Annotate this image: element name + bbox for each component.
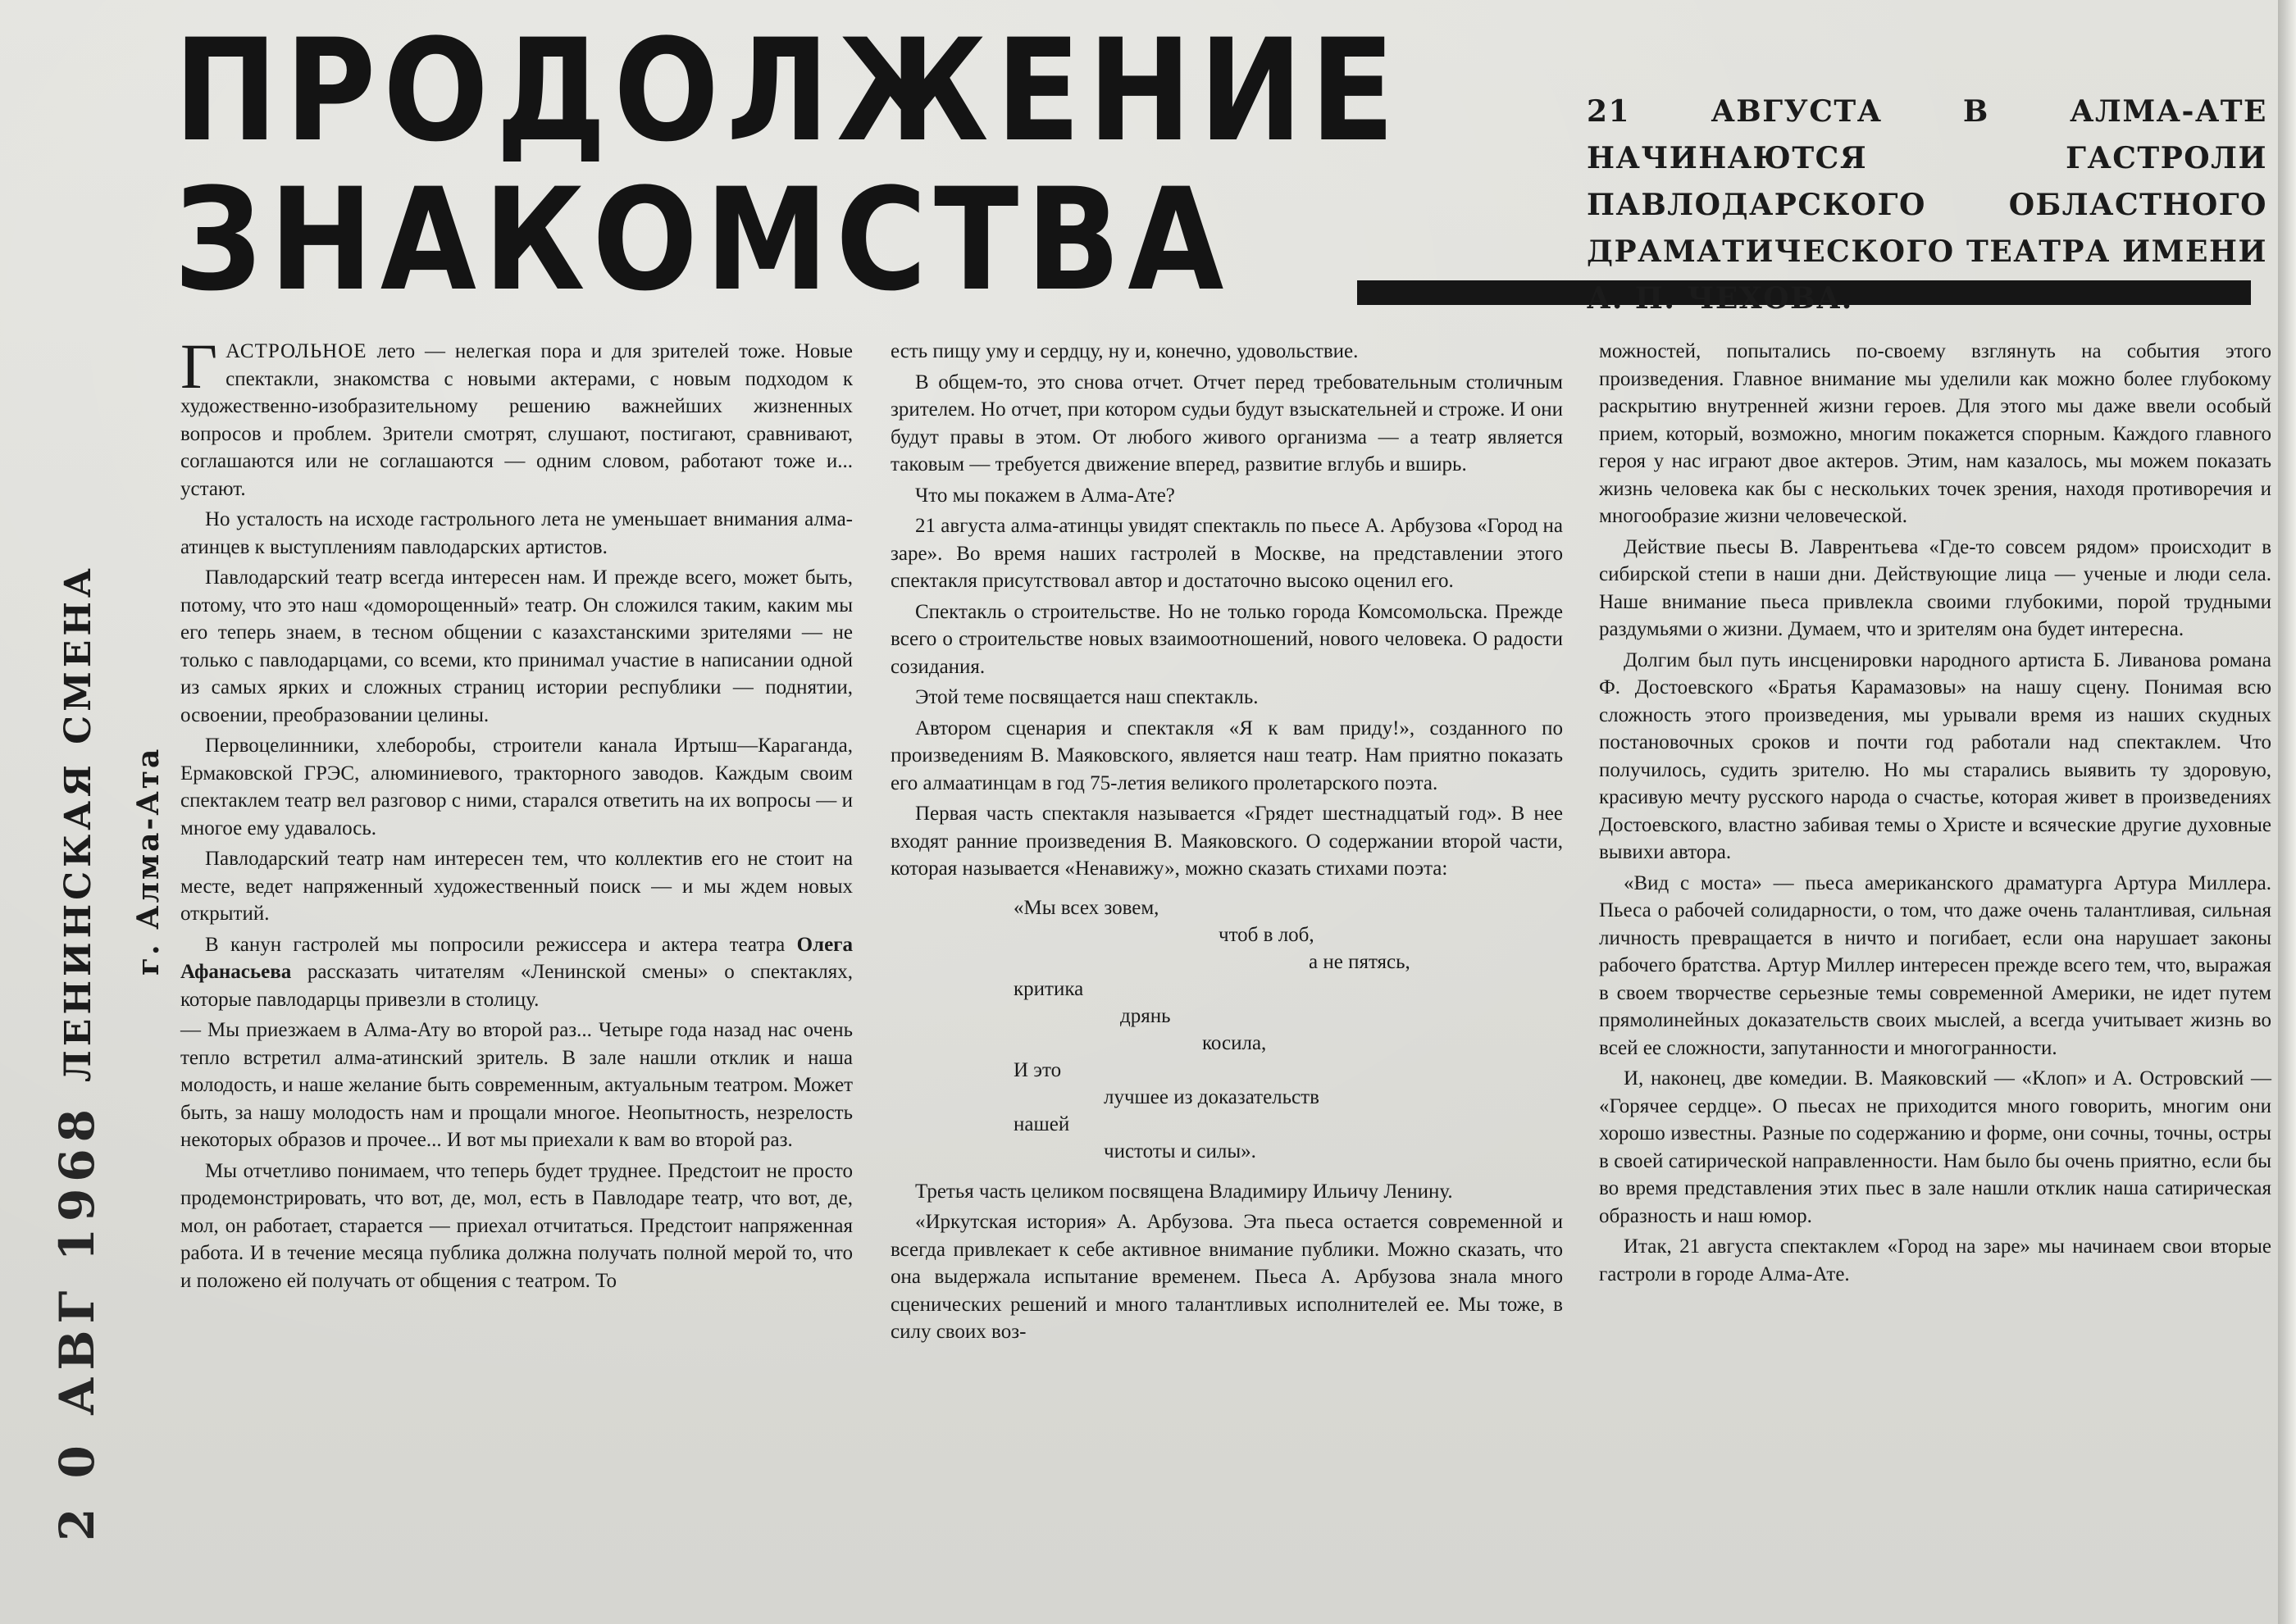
paragraph: Но усталость на исходе гастрольного лета не уменьшает внимания алма-атинцев к выступлениям павлодарских артистов. — [180, 508, 853, 558]
paragraph: Этой теме посвящается наш спектакль. — [915, 686, 1259, 708]
paragraph: Мы отчетливо понимаем, что теперь будет труднее. Предстоит не просто продемонстрировать, что вот, де, мол, есть в Павлодаре театр, что вот, де, мол, он работает, старается — приехал отчитаться. Предстоит напряженная работа. И в течение месяца публика должна получать полной мерой то, что и положено ей получать от общения с театром. То — [180, 1159, 853, 1292]
newspaper-city: г. Алма-Ата — [131, 746, 166, 976]
poem-line: лучшее из доказательств — [1104, 1085, 1319, 1108]
clipping-source-stamp — [33, 564, 166, 1566]
paragraph: Действие пьесы В. Лаврентьева «Где-то совсем рядом» происходит в сибирской степи в наши дни. Действующие лица — ученые и люди села. Наше внимание пьеса привлекла своими глубокими, порой трудными раздумьями о жизни. Думаем, что и зрителям она будет интересна. — [1599, 535, 2271, 640]
poem-line: И это — [1014, 1058, 1062, 1081]
poem-line: дрянь — [1120, 1004, 1171, 1027]
paragraph: Долгим был путь инсценировки народного артиста Б. Ливанова романа Ф. Достоевского «Братья Карамазовы» на нашу сцену. Понимая всю сложность этого произведения, мы урывали время из наших скудных постановочных сроков и почти год работали над спектаклем. Что получилось, судить зрителю. Но мы старались выявить ту здоровую, красивую мечту русского народа о счастье, которая живет в произведениях Достоевского, властно забивая темы о Христе и всяческие другие духовные вывихи автора. — [1599, 648, 2271, 863]
headline-line-1: ПРОДОЛЖЕНИЕ — [174, 8, 1402, 173]
poem-line: а не пятясь, — [1309, 950, 1410, 973]
newspaper-name: ЛЕНИНСКАЯ СМЕНА — [57, 564, 99, 1082]
paragraph: 21 августа алма-атинцы увидят спектакль по пьесе А. Арбузова «Город на заре». Во время наших гастролей в Москве, на представлении этого спектакля присутствовал автор и достаточно высоко оценил его. — [891, 515, 1563, 592]
paragraph: Третья часть целиком посвящена Владимиру Ильичу Ленину. — [915, 1180, 1453, 1203]
paragraph: Итак, 21 августа спектаклем «Город на заре» мы начинаем свои вторые гастроли в городе Алма-Ате. — [1599, 1235, 2271, 1285]
article-column-2 — [891, 338, 1563, 1349]
paragraph: Спектакль о строительстве. Но не только города Комсомольска. Прежде всего о строительстве новых взаимоотношений, нового человека. О радости созидания. — [891, 600, 1563, 678]
paper-edge — [2278, 0, 2296, 1624]
paragraph: «Вид с моста» — пьеса американского драматурга Артура Миллера. Пьеса о рабочей солидарности, о том, что даже очень талантливая, сильная личность превращается в ничто и погибает, если она нарушает законы рабочего братства. Артур Миллер интересен прежде всего тем, что, выражая в своем творчестве серьезные темы современной Америки, не идет путем прямолинейных доказательств своих мыслей, а всегда учитывает жизнь во всей ее сложности, запутанности и многогранности. — [1599, 871, 2271, 1059]
drop-cap: Г — [180, 330, 218, 402]
poem-line: косила, — [1202, 1031, 1267, 1054]
paragraph: — Мы приезжаем в Алма-Ату во второй раз... Четыре года назад нас очень тепло встретил алма-атинский зритель. В зале нашли отклик и наша молодость, и наше желание быть современным, актуальным театром. Может быть, за нашу молодость нам и прощали многое. Неопытность, незрелость некоторых образов и прочее... И вот мы приехали к вам во второй раз. — [180, 1019, 853, 1151]
poem-line: нашей — [1014, 1112, 1070, 1135]
paragraph: И, наконец, две комедии. В. Маяковский — «Клоп» и А. Островский — «Горячее сердце». О пьесах не приходится много говорить, многим они хорошо известны. Разные по содержанию и форме, они сочны, точны, остры в своей сатирической направленности. Нам было бы очень приятно, если бы во время представления этих пьес в зале нашли отклик наша сатирическая образность и наш юмор. — [1599, 1067, 2271, 1227]
article-column-1 — [180, 330, 854, 1298]
poem-line: чистоты и силы». — [1104, 1140, 1256, 1162]
lead-word: АСТРОЛЬНОЕ — [226, 340, 367, 362]
paragraph: Павлодарский театр всегда интересен нам. И прежде всего, может быть, потому, что это наш «доморощенный» театр. Он сложился таким, каким мы его теперь знаем, в тесном общении с казахстанскими зрителями — не только с павлодарцами, со всеми, кто принимал участие в написании одной из самых ярких и сложных страниц истории республики — поднятии, освоении, преобразовании целины. — [180, 566, 853, 726]
paragraph: Первоцелинники, хлеборобы, строители канала Иртыш—Караганда, Ермаковской ГРЭС, алюминиевого, тракторного заводов. Каждым своим спектаклем театр вел разговор с ними, старался ответить на их вопросы — и многое ему удавалось. — [180, 735, 853, 839]
headline — [174, 8, 1402, 322]
interviewee-name: Олега Афанасьева — [180, 933, 854, 983]
article-column-3 — [1599, 338, 2271, 1291]
paragraph-text: рассказать читателям «Ленинской смены» о спектаклях, которые павлодарцы привезли в столицу. — [180, 961, 853, 1011]
paragraph-text: лето — нелегкая пора и для зрителей тоже. Новые спектакли, знакомства с новыми актерами, с новым подходом к художественно-изобразительному решению важнейших жизненных вопросов и проблем. Зрители смотрят, слушают, постигают, сравнивают, соглашаются или не соглашаются — одним словом, работают тоже и... устают. — [180, 340, 854, 500]
paragraph: «Иркутская история» А. Арбузова. Эта пьеса остается современной и всегда привлекает к себе активное внимание публики. Можно сказать, что она выдержала испытание временем. Пьеса А. Арбузова знала много сценических решений и много талантливых исполнителей ее. Мы тоже, в силу своих воз- — [891, 1211, 1563, 1343]
poem-quote — [891, 894, 1563, 1165]
subheadline: 21 АВГУСТА В АЛМА-АТЕ НАЧИНАЮТСЯ ГАСТРОЛИ ПАВЛОДАРСКОГО ОБЛАСТНОГО ДРАМАТИЧЕСКОГО ТЕАТРА ИМЕНИ А. П. ЧЕХОВА. — [1587, 94, 2267, 316]
paragraph — [180, 931, 853, 1014]
paragraph: В общем-то, это снова отчет. Отчет перед требовательным столичным зрителем. Но отчет, при котором судьи будут взыскательней и строже. И они будут правы в этом. От любого живого организма — а театр является таковым — требуется движение вперед, развитие вглубь и вширь. — [891, 371, 1563, 475]
paragraph — [180, 330, 854, 503]
paragraph: Первая часть спектакля называется «Грядет шестнадцатый год». В нее входят ранние произведения В. Маяковского. О содержании второй части, которая называется «Ненавижу», можно сказать стихами поэта: — [891, 803, 1563, 880]
poem-line: чтоб в лоб, — [1219, 923, 1314, 946]
paragraph: Автором сценария и спектакля «Я к вам приду!», созданного по произведениям В. Маяковского, является наш театр. Нам приятно показать его алмаатинцам в год 75-летия великого пролетарского поэта. — [891, 716, 1563, 794]
poem-line: «Мы всех зовем, — [1014, 896, 1159, 919]
headline-line-2: ЗНАКОМСТВА — [174, 157, 1232, 322]
date-stamp: 2 0 АВГ 1968 — [49, 1102, 105, 1541]
poem-line: критика — [1014, 977, 1084, 1000]
paragraph: есть пищу уму и сердцу, ну и, конечно, удовольствие. — [891, 340, 1359, 362]
paragraph-text: В канун гастролей мы попросили режиссера и актера театра — [205, 933, 786, 956]
paragraph: Павлодарский театр нам интересен тем, что коллектив его не стоит на месте, ведет напряженный художественный поиск — и мы ждем новых открытий. — [180, 848, 853, 925]
paragraph: можностей, попытались по-своему взглянуть на события этого произведения. Главное внимание мы уделили как можно более глубокому раскрытию внутренней жизни героев. Для этого мы даже ввели особый прием, который, возможно, многим покажется спорным. Каждого главного героя у нас играют двое актеров. Этим, нам казалось, мы можем показать жизнь человека как бы с нескольких точек зрения, находя противоречия и многообразие жизни человеческой. — [1599, 340, 2271, 527]
paragraph: Что мы покажем в Алма-Ате? — [915, 484, 1175, 507]
